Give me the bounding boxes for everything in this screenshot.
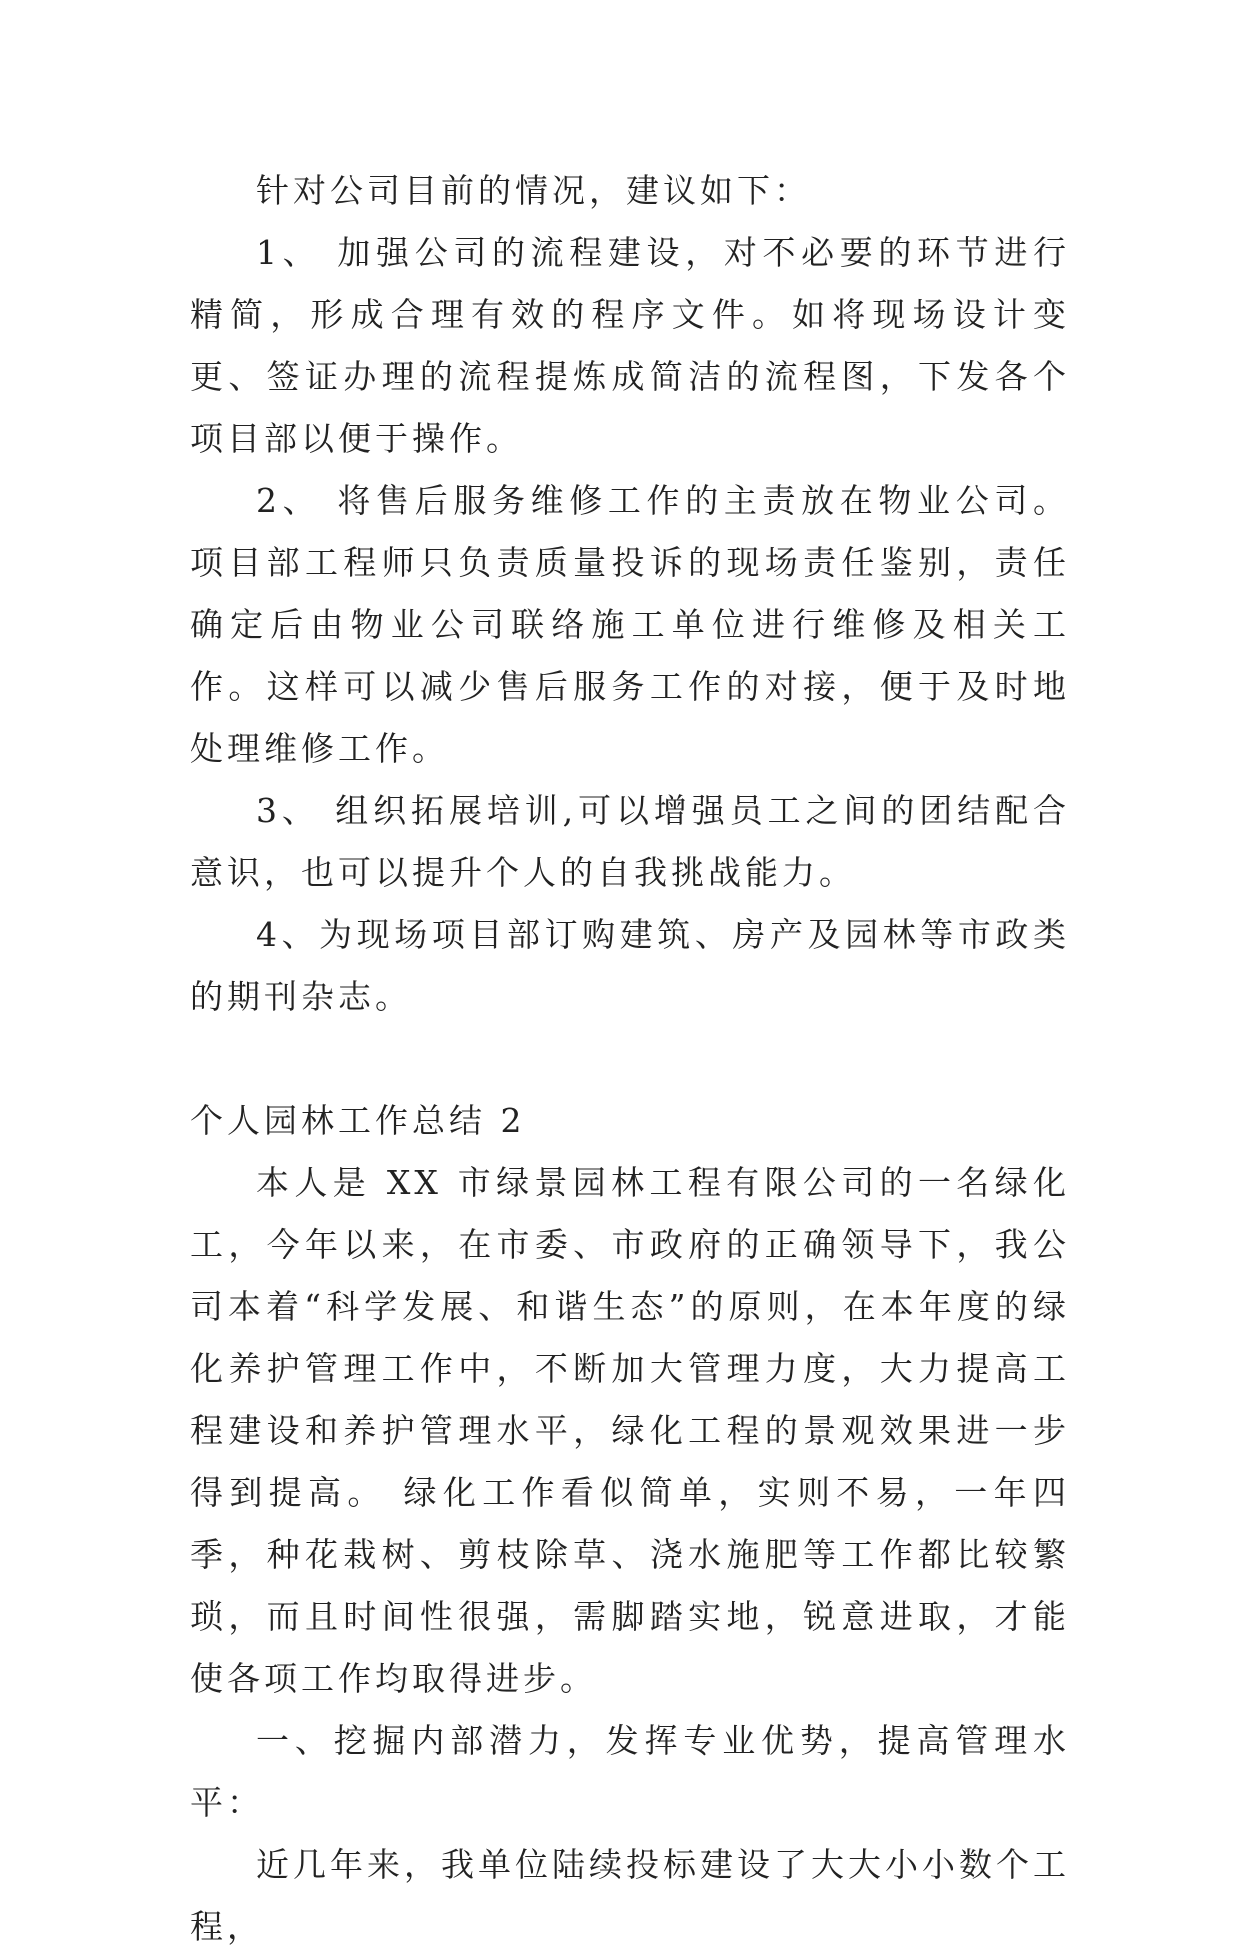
suggestion-item-2: 2、 将售后服务维修工作的主责放在物业公司。项目部工程师只负责质量投诉的现场责任鉴别，责任确定后由物业公司联络施工单位进行维修及相关工作。这样可以减少售后服务工作的对接，便于及时地处理维修工作。	[190, 481, 1070, 768]
document-body	[190, 160, 1070, 1958]
suggestion-item-4: 4、为现场项目部订购建筑、房产及园林等市政类的期刊杂志。	[190, 915, 1070, 1016]
intro-paragraph: 针对公司目前的情况，建议如下：	[256, 171, 811, 210]
summary-paragraph-2: 近几年来，我单位陆续投标建设了大大小小数个工程，	[190, 1845, 1070, 1946]
section-title: 个人园林工作总结 2	[190, 1101, 526, 1140]
section-spacer	[190, 1028, 1070, 1090]
suggestion-item-1: 1、 加强公司的流程建设，对不必要的环节进行精简，形成合理有效的程序文件。如将现场设计变更、签证办理的流程提炼成简洁的流程图，下发各个项目部以便于操作。	[190, 233, 1070, 458]
suggestion-item-3: 3、 组织拓展培训,可以增强员工之间的团结配合意识，也可以提升个人的自我挑战能力。	[190, 791, 1070, 892]
summary-paragraph: 本人是 XX 市绿景园林工程有限公司的一名绿化工，今年以来，在市委、市政府的正确领导下，我公司本着“科学发展、和谐生态”的原则，在本年度的绿化养护管理工作中，不断加大管理力度，大力提高工程建设和养护管理水平，绿化工程的景观效果进一步得到提高。 绿化工作看似简单，实则不易，一年四季，种花栽树、剪枝除草、浇水施肥等工作都比较繁琐，而且时间性很强，需脚踏实地，锐意进取，才能使各项工作均取得进步。	[190, 1163, 1070, 1698]
subheading-1: 一、挖掘内部潜力，发挥专业优势，提高管理水平：	[190, 1721, 1070, 1822]
